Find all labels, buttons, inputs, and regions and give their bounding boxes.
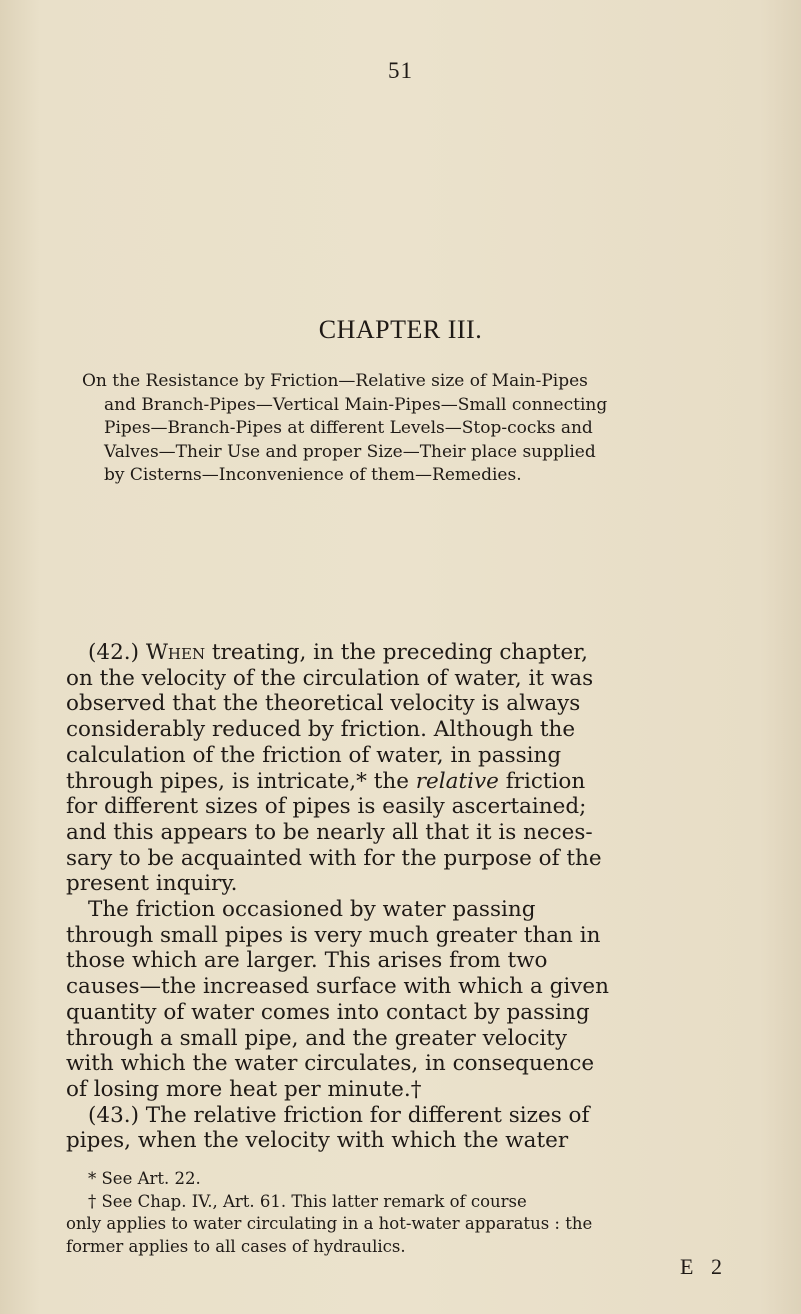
paragraph-42-line: present inquiry. [66, 871, 238, 897]
paragraph-friction-line: of losing more heat per minute.† [66, 1076, 422, 1102]
paragraph-friction-line: The friction occasioned by water passing [88, 897, 536, 923]
summary-line: On the Resistance by Friction—Relative size of Main-Pipes [82, 371, 588, 391]
paragraph-friction-line: quantity of water comes into contact by passing [66, 999, 590, 1025]
summary-line: Pipes—Branch-Pipes at different Levels—Stop-cocks and [104, 418, 593, 439]
signature-mark: E 2 [680, 1254, 728, 1279]
paragraph-friction-line: those which are larger. This arises from two [66, 948, 548, 974]
paragraph-42-line: and this appears to be nearly all that it is neces- [66, 819, 593, 845]
section-number: (42.) [88, 640, 146, 665]
paragraph-42-line: sary to be acquainted with for the purpose of the [66, 845, 602, 871]
footnotes [66, 1168, 742, 1258]
paragraph-42-line: on the velocity of the circulation of water, it was [66, 665, 594, 691]
footnote-2-line: only applies to water circulating in a hot-water apparatus : the [66, 1214, 593, 1233]
page-number: 51 [388, 58, 413, 83]
paragraph-43-line: pipes, when the velocity with which the water [66, 1128, 569, 1154]
footnote-2-line: former applies to all cases of hydraulics. [66, 1236, 406, 1256]
opening-word: When [145, 640, 206, 665]
paragraph-friction-line: with which the water circulates, in consequence [66, 1051, 595, 1077]
summary-line: and Branch-Pipes—Vertical Main-Pipes—Small connecting [104, 394, 608, 415]
paragraph-42-line: considerably reduced by friction. Although the [66, 717, 576, 743]
paragraph-friction-line: through a small pipe, and the greater velocity [66, 1025, 568, 1051]
summary-line: Valves—Their Use and proper Size—Their place supplied [104, 441, 596, 462]
text-run: friction [498, 768, 586, 794]
italic-word: relative [415, 768, 499, 794]
paragraph-42-line: for different sizes of pipes is easily ascertained; [66, 794, 587, 820]
footnote-1: * See Art. 22. [88, 1169, 201, 1188]
paragraph-42-line [66, 640, 742, 666]
paragraph-42-line [66, 769, 742, 795]
summary-line: by Cisterns—Inconvenience of them—Remedies. [104, 465, 522, 486]
body-text [66, 640, 742, 1154]
chapter-title: CHAPTER III. [318, 315, 483, 344]
paragraph-friction-line: through small pipes is very much greater than in [66, 922, 601, 948]
paragraph-friction-line: causes—the increased surface with which a given [66, 974, 609, 1000]
paragraph-43-line: (43.) The relative friction for different sizes of [88, 1102, 590, 1128]
paragraph-42-line: calculation of the friction of water, in passing [66, 742, 562, 768]
text-run: treating, in the preceding chapter, [205, 640, 588, 665]
text-run: through pipes, is intricate,* the [66, 768, 416, 794]
chapter-summary [82, 370, 724, 488]
footnote-2-line: † See Chap. IV., Art. 61. This latter remark of course [88, 1191, 527, 1211]
paragraph-42-line: observed that the theoretical velocity is always [66, 691, 581, 717]
